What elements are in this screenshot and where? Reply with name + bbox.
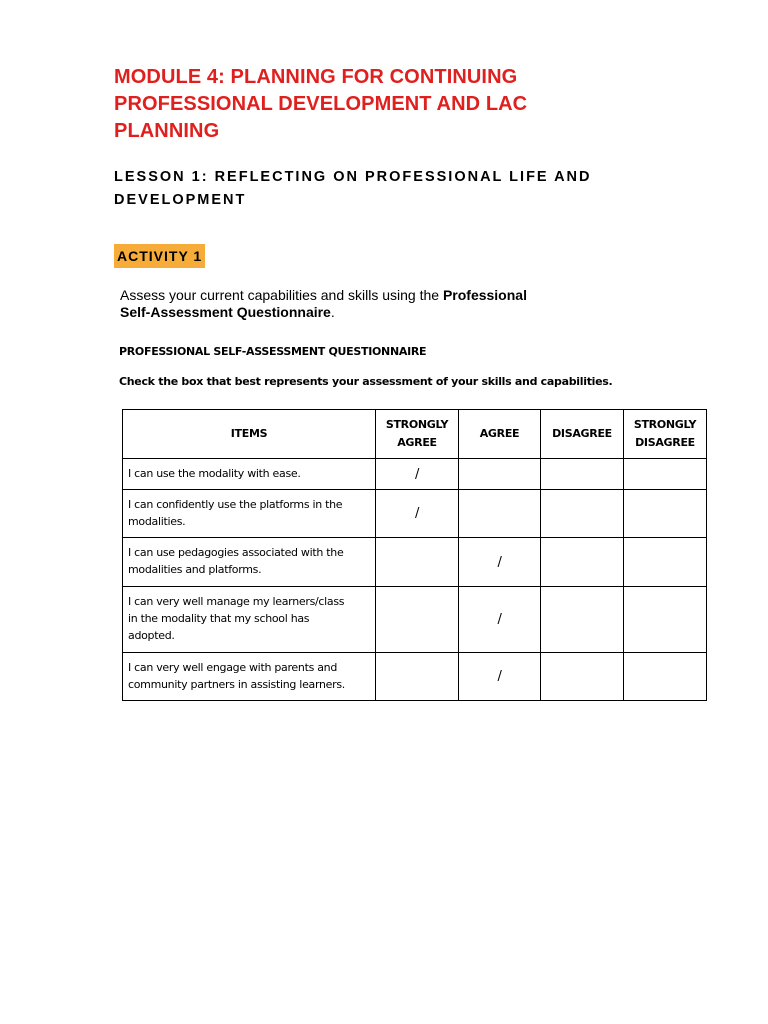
- activity-badge: ACTIVITY 1: [114, 244, 205, 268]
- header-text: DISAGREE: [635, 436, 695, 449]
- check-mark: /: [497, 669, 502, 684]
- check-mark: /: [414, 506, 420, 521]
- item-text: modalities.: [128, 515, 186, 528]
- strongly-agree-checkbox[interactable]: [376, 653, 459, 701]
- table-row: [123, 459, 707, 490]
- table-header-row: [123, 410, 707, 459]
- column-header-agree: AGREE: [459, 410, 541, 459]
- table-row: [123, 587, 707, 653]
- questionnaire-table: [122, 409, 707, 701]
- strongly-disagree-checkbox[interactable]: [624, 587, 707, 653]
- item-cell: [123, 587, 376, 653]
- table-row: [123, 490, 707, 538]
- check-mark: /: [497, 554, 502, 570]
- module-title-line: MODULE 4: PLANNING FOR CONTINUING: [114, 66, 518, 88]
- lesson-title-line: DEVELOPMENT: [114, 192, 247, 208]
- intro-text: Assess your current capabilities and skills using the: [120, 287, 443, 303]
- agree-checkbox[interactable]: [459, 653, 541, 701]
- column-header-items: ITEMS: [123, 410, 376, 459]
- column-header-strongly-agree: [376, 410, 459, 459]
- module-title-line: PROFESSIONAL DEVELOPMENT AND LAC: [114, 93, 528, 115]
- disagree-checkbox[interactable]: [541, 653, 624, 701]
- header-text: STRONGLY: [633, 418, 697, 431]
- item-text: I can use the modality with ease.: [128, 467, 301, 480]
- intro-paragraph: [120, 287, 680, 321]
- intro-bold-text: Self-Assessment Questionnaire: [120, 304, 331, 320]
- item-cell: [123, 538, 376, 587]
- check-mark: /: [414, 466, 420, 482]
- item-text: community partners in assisting learners.: [128, 678, 345, 691]
- item-text: I can very well manage my learners/class: [128, 595, 345, 608]
- intro-bold-text: Professional: [442, 287, 527, 303]
- item-cell: [123, 490, 376, 538]
- agree-checkbox[interactable]: [459, 490, 541, 538]
- strongly-agree-checkbox[interactable]: [376, 538, 459, 587]
- item-text: in the modality that my school has: [128, 612, 310, 625]
- table-row: [123, 538, 707, 587]
- agree-checkbox[interactable]: [459, 538, 541, 587]
- agree-checkbox[interactable]: [459, 587, 541, 653]
- disagree-checkbox[interactable]: [541, 538, 624, 587]
- strongly-disagree-checkbox[interactable]: [624, 653, 707, 701]
- questionnaire-instructions: Check the box that best represents your assessment of your skills and capabilities.: [119, 375, 613, 388]
- lesson-title-line: LESSON 1: REFLECTING ON PROFESSIONAL LIFE AND: [114, 169, 592, 185]
- item-text: I can use pedagogies associated with the: [128, 546, 344, 559]
- module-title: [114, 64, 674, 145]
- strongly-agree-checkbox[interactable]: [376, 587, 459, 653]
- item-cell: [123, 459, 376, 490]
- header-text: AGREE: [397, 436, 437, 449]
- disagree-checkbox[interactable]: [541, 490, 624, 538]
- strongly-disagree-checkbox[interactable]: [624, 538, 707, 587]
- disagree-checkbox[interactable]: [541, 587, 624, 653]
- item-cell: [123, 653, 376, 701]
- strongly-agree-checkbox[interactable]: [376, 459, 459, 490]
- check-mark: /: [497, 612, 502, 627]
- strongly-agree-checkbox[interactable]: [376, 490, 459, 538]
- strongly-disagree-checkbox[interactable]: [624, 459, 707, 490]
- column-header-disagree: DISAGREE: [541, 410, 624, 459]
- column-header-strongly-disagree: [624, 410, 707, 459]
- item-text: adopted.: [128, 629, 175, 642]
- item-text: modalities and platforms.: [128, 563, 262, 576]
- item-text: I can very well engage with parents and: [128, 661, 337, 674]
- item-text: I can confidently use the platforms in the: [128, 498, 343, 511]
- intro-text-end: .: [330, 304, 335, 320]
- strongly-disagree-checkbox[interactable]: [624, 490, 707, 538]
- header-text: STRONGLY: [385, 418, 449, 431]
- disagree-checkbox[interactable]: [541, 459, 624, 490]
- lesson-title: [114, 166, 694, 212]
- module-title-line: PLANNING: [114, 120, 220, 142]
- table-row: [123, 653, 707, 701]
- questionnaire-heading: PROFESSIONAL SELF-ASSESSMENT QUESTIONNAIRE: [119, 345, 427, 358]
- agree-checkbox[interactable]: [459, 459, 541, 490]
